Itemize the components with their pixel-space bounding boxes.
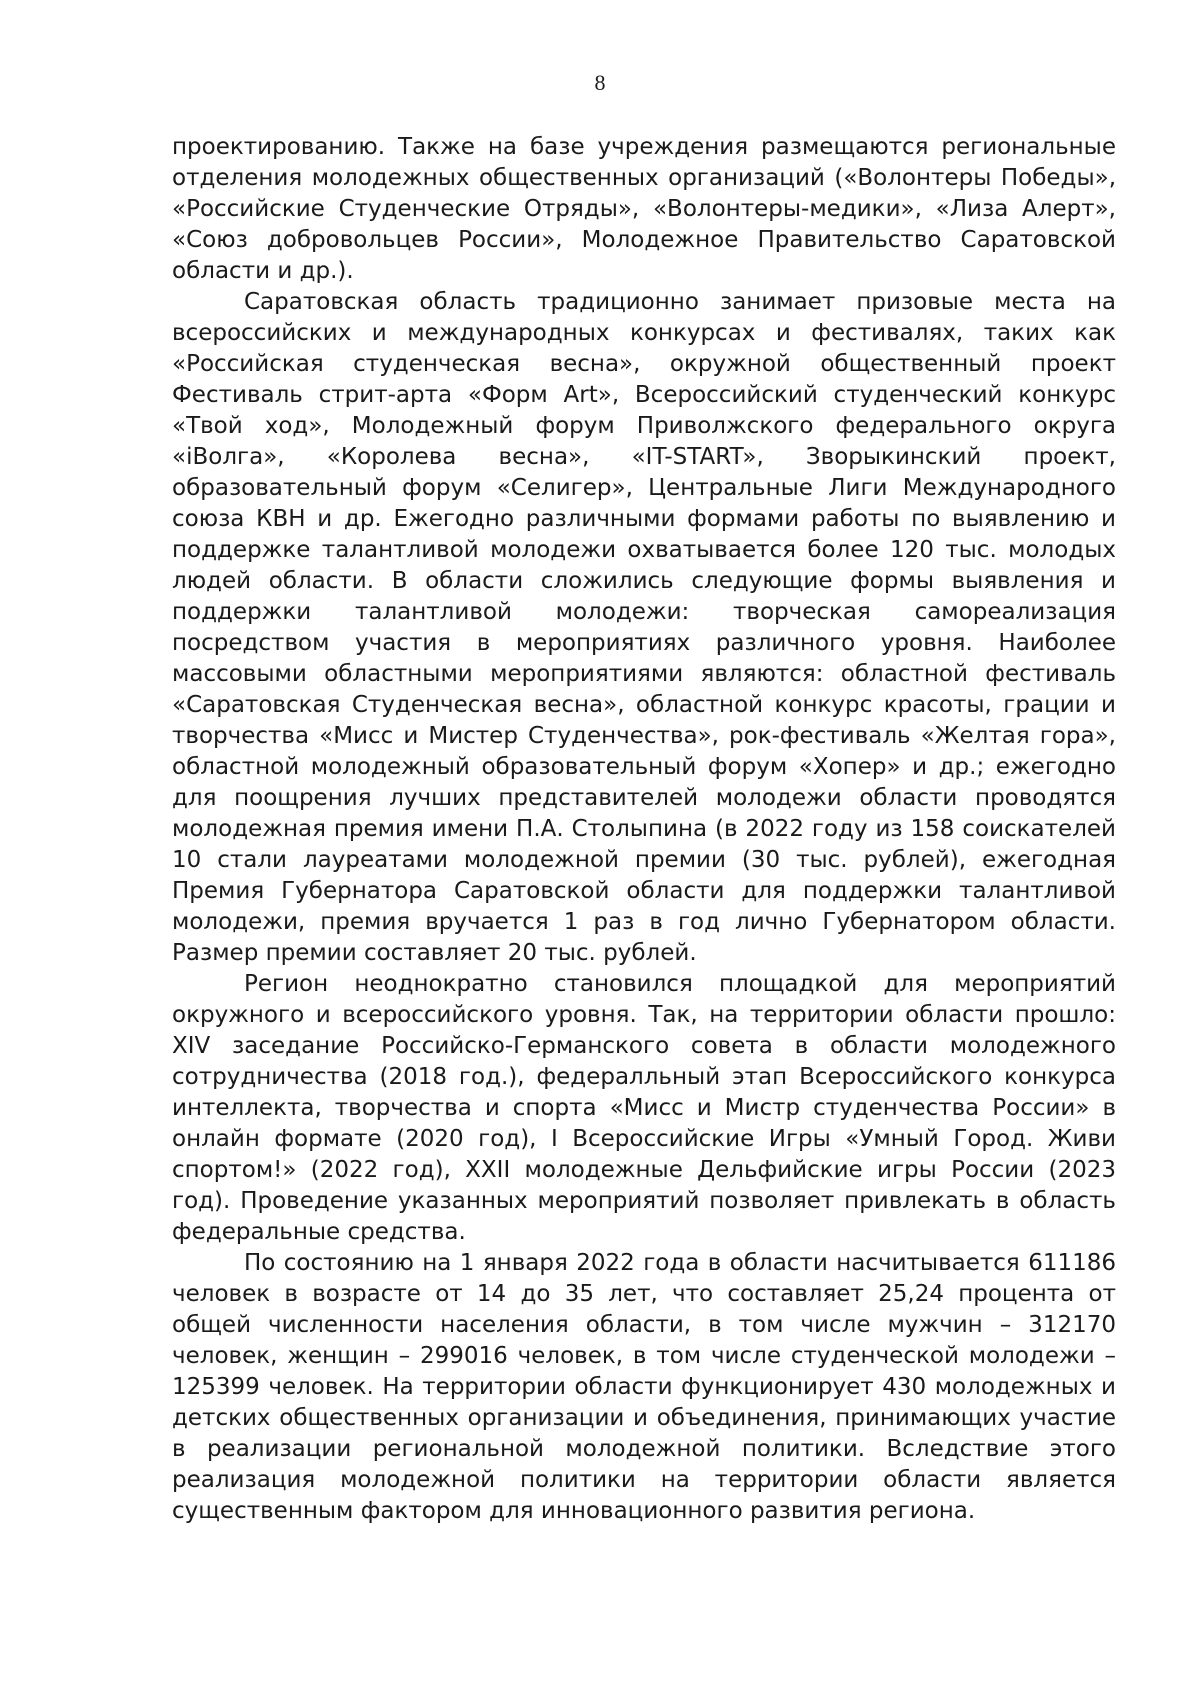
paragraph-hosted-events: Регион неоднократно становился площадкой для мероприятий окружного и всероссийского уровня. Так, на территории области прошло: XIV заседание Российско-Германского совета в области молодежного сотрудничества (2018 год.), федералльный этап Всероссийского конкурса интеллекта, творчества и спорта «Мисс и Мистр студенчества России» в онлайн формате (2020 год), I Всероссийские Игры «Умный Город. Живи спортом!» (2022 год), XXII молодежные Дельфийские игры России (2023 год). Проведение указанных мероприятий позволяет привлекать в область федеральные средства. — [172, 971, 1116, 1245]
paragraph-regional-achievements: Саратовская область традиционно занимает призовые места на всероссийских и международных конкурсах и фестивалях, таких как «Российская студенческая весна», окружной общественный проект Фестиваль стрит-арта «Форм Art», Всероссийский студенческий конкурс «Твой ход», Молодежный форум Приволжского федерального округа «iВолга», «Королева весна», «IT-START», Зворыкинский проект, образовательный форум «Селигер», Центральные Лиги Международного союза КВН и др. Ежегодно различными формами работы по выявлению и поддержке талантливой молодежи охватывается более 120 тыс. молодых людей области. В области сложились следующие формы выявления и поддержки талантливой молодежи: творческая самореализация посредством участия в мероприятиях различного уровня. Наиболее массовыми областными мероприятиями являются: областной фестиваль «Саратовская Студенческая весна», областной конкурс красоты, грации и творчества «Мисс и Мистер Студенчества», рок-фестиваль «Желтая гора», областной молодежный образовательный форум «Хопер» и др.; ежегодно для поощрения лучших представителей молодежи области проводятся молодежная премия имени П.А. Столыпина (в 2022 году из 158 соискателей 10 стали лауреатами молодежной премии (30 тыс. рублей), ежегодная Премия Губернатора Саратовской области для поддержки талантливой молодежи, премия вручается 1 раз в год лично Губернатором области. Размер премии составляет 20 тыс. рублей. — [172, 289, 1116, 966]
document-body — [172, 132, 1116, 1527]
paragraph-continuation: проектированию. Также на базе учреждения размещаются региональные отделения молодежных общественных организаций («Волонтеры Победы», «Российские Студенческие Отряды», «Волонтеры-медики», «Лиза Алерт», «Союз добровольцев России», Молодежное Правительство Саратовской области и др.). — [172, 134, 1116, 284]
paragraph-youth-statistics: По состоянию на 1 января 2022 года в области насчитывается 611186 человек в возрасте от 14 до 35 лет, что составляет 25,24 процента от общей численности населения области, в том числе мужчин – 312170 человек, женщин – 299016 человек, в том числе студенческой молодежи – 125399 человек. На территории области функционирует 430 молодежных и детских общественных организации и объединения, принимающих участие в реализации региональной молодежной политики. Вследствие этого реализация молодежной политики на территории области является существенным фактором для инновационного развития региона. — [172, 1250, 1116, 1524]
page-number: 8 — [594, 70, 606, 95]
